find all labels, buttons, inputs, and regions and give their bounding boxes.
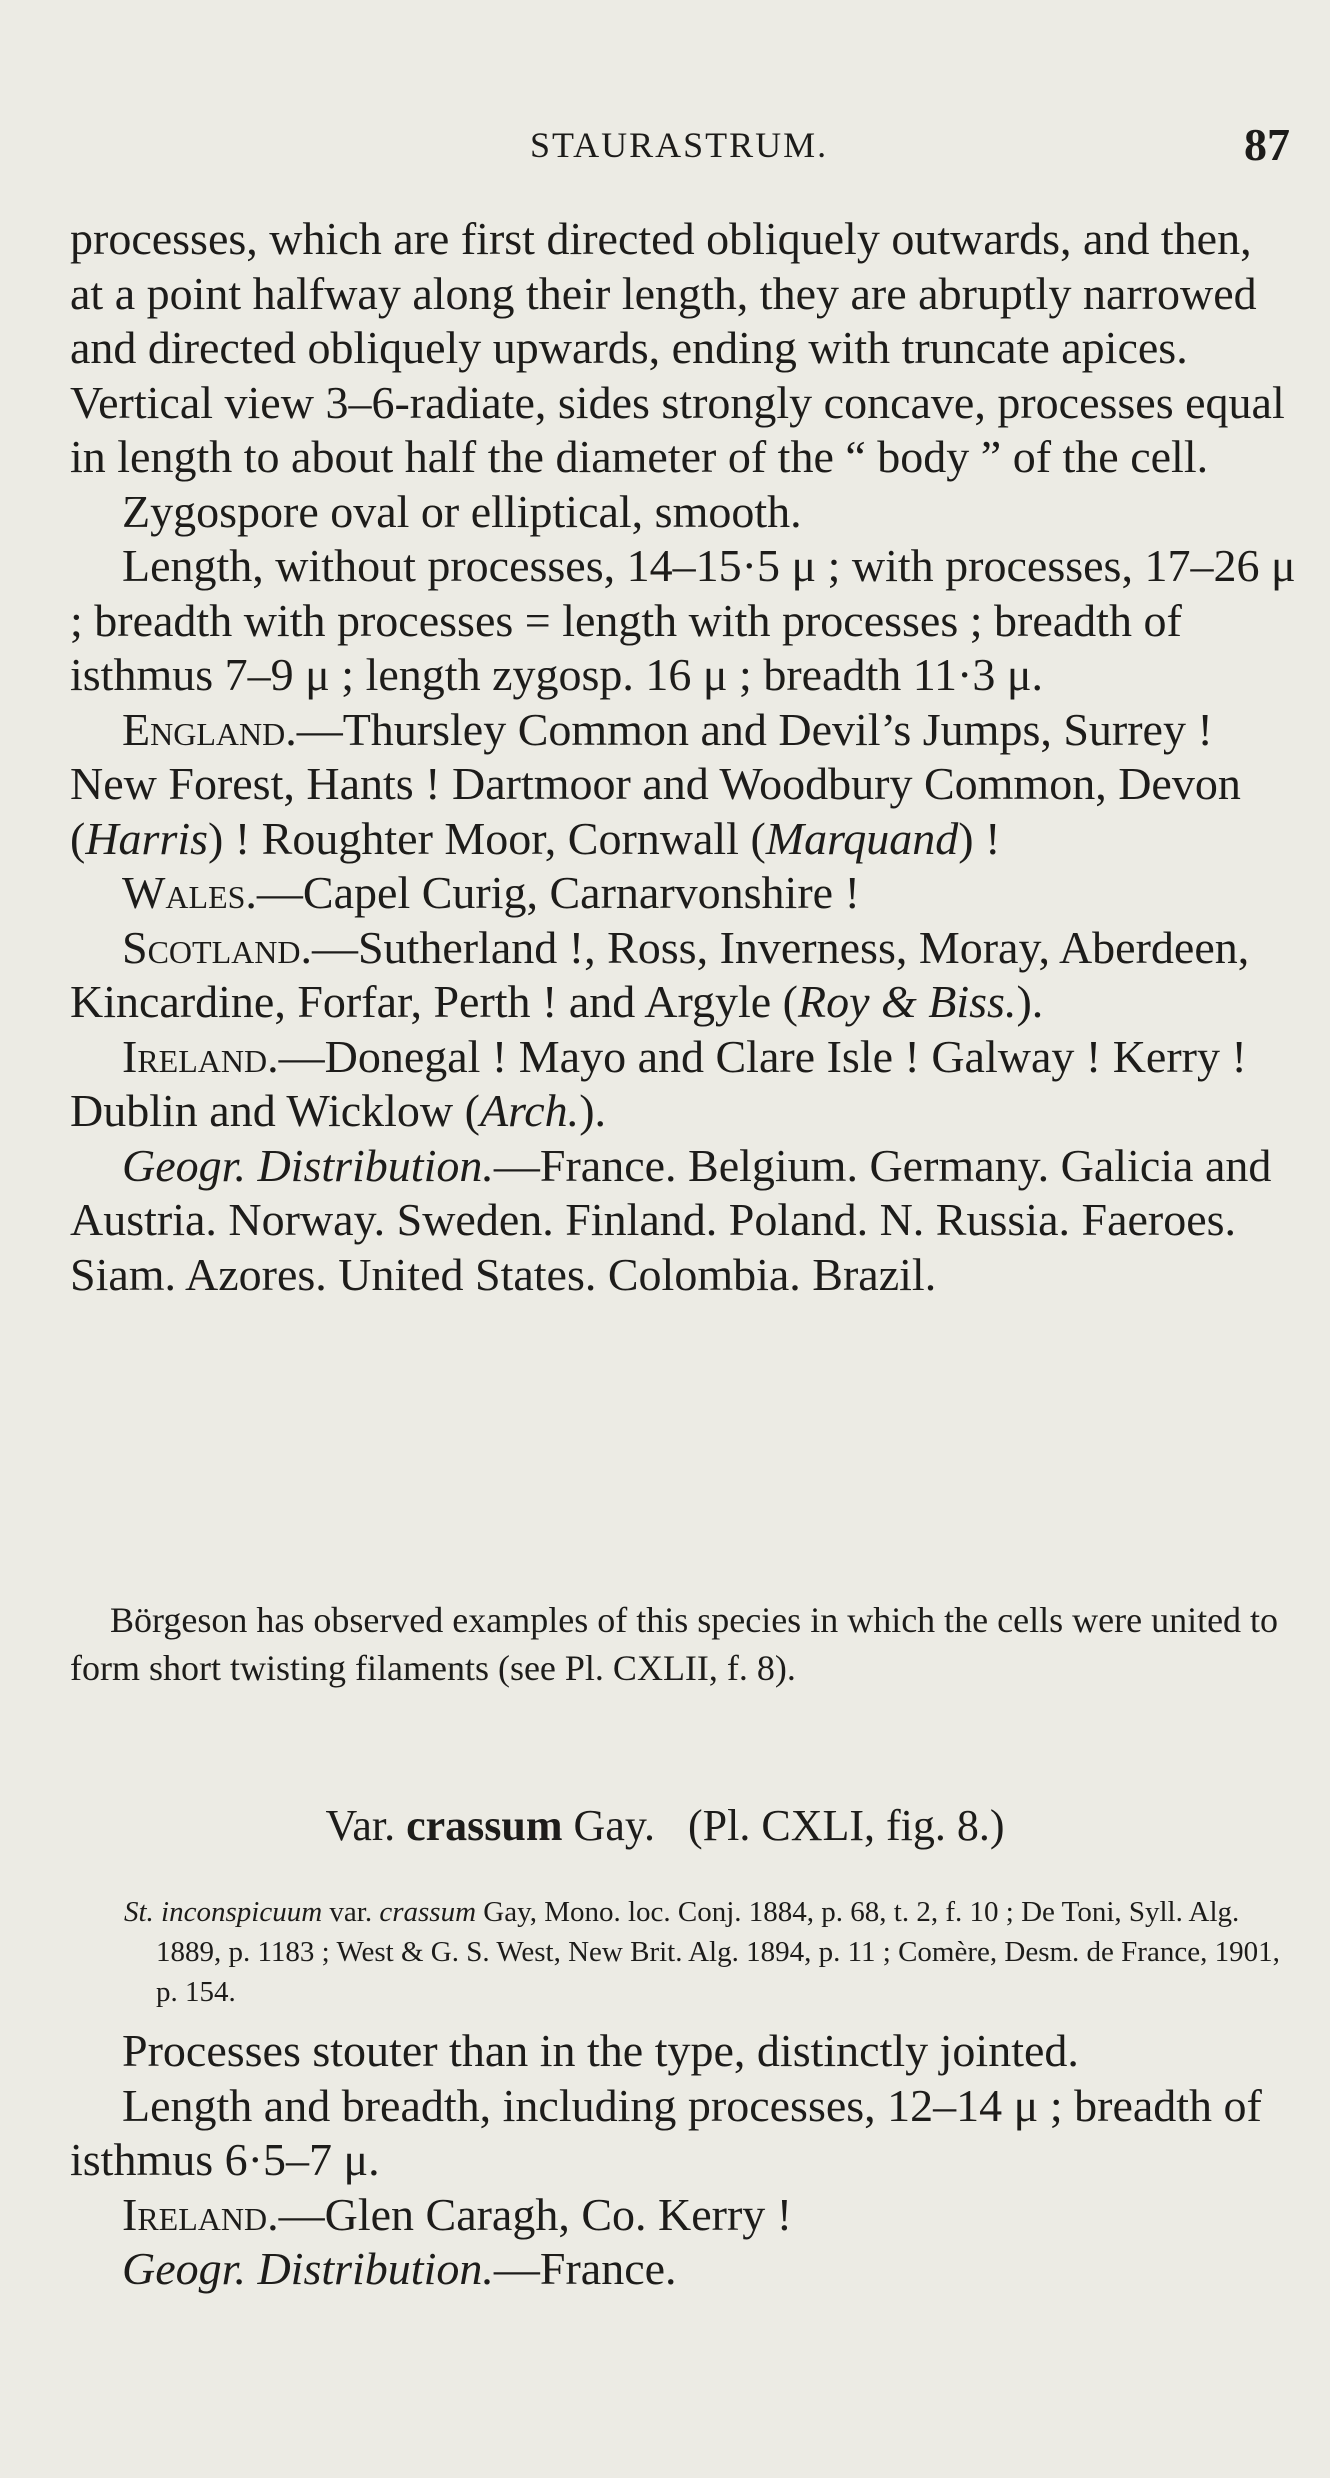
species-description (70, 212, 1296, 1302)
region-label: Wales. (122, 867, 257, 918)
authority: Arch. (479, 1085, 580, 1136)
region-label: Scotland. (122, 921, 312, 973)
synonym-name: St. inconspicuum (124, 1896, 323, 1928)
geographic-distribution: Geogr. Distribution.—France. Belgium. Germany. Galicia and Austria. Norway. Sweden. Finland. Poland. N. Russia. Faeroes. Siam. Azores. United States. Colombia. Brazil. (70, 1139, 1272, 1300)
variety-processes: Processes stouter than in the type, distinctly jointed. (122, 2025, 1079, 2076)
variety-heading: Var. crassum Gay. (Pl. CXLI, fig. 8.) (325, 1801, 1005, 1850)
distribution-label: Geogr. Distribution. (122, 1139, 494, 1191)
authority: Harris (85, 812, 209, 864)
locality-wales: Wales.—Capel Curig, Carnarvonshire ! (122, 867, 860, 918)
authority: Marquand (765, 812, 959, 864)
page-header (0, 118, 1330, 178)
region-label: Ireland. (122, 1030, 279, 1082)
authority: Roy & Biss. (797, 976, 1017, 1027)
description-paragraph: processes, which are first directed obliquely outwards, and then, at a point halfway along their length, they are abruptly narrowed and directed obliquely upwards, ending with truncate apices. Vertical view 3–6-radiate, sides strongly concave, processes equal in length to about half the diameter of the “ body ” of the cell. (70, 213, 1285, 482)
variety-description (70, 2024, 1296, 2297)
region-label: Ireland. (122, 2188, 279, 2240)
variety-name: crassum (406, 1801, 563, 1850)
running-title: STAURASTRUM. (530, 125, 829, 165)
variety-measurements: Length and breadth, including processes, 12–14 μ ; breadth of isthmus 6·5–7 μ. (70, 2079, 1262, 2185)
zygospore-paragraph: Zygospore oval or elliptical, smooth. (122, 485, 802, 537)
measurements-paragraph: Length, without processes, 14–15·5 μ ; with processes, 17–26 μ ; breadth with processes = length with processes ; breadth of isthmus 7–9 μ ; length zygosp. 16 μ ; breadth 11·3 μ. (70, 540, 1296, 700)
page-number: 87 (1244, 119, 1290, 170)
distribution-label: Geogr. Distribution. (122, 2243, 494, 2294)
plate-reference: (Pl. CXLI, fig. 8.) (688, 1801, 1005, 1850)
filament-note: Börgeson has observed examples of this species in which the cells were united to form short twisting filaments (see Pl. CXLII, f. 8). (70, 1600, 1279, 1688)
variety-geographic-distribution: Geogr. Distribution.—France. (122, 2243, 677, 2294)
locality-scotland: Scotland.—Sutherland !, Ross, Inverness, Moray, Aberdeen, Kincardine, Forfar, Perth ! and Argyle (Roy & Biss.). (70, 921, 1250, 1027)
variety-locality-ireland: Ireland.—Glen Caragh, Co. Kerry ! (122, 2188, 793, 2240)
region-label: England. (122, 703, 297, 755)
variety-synonymy: St. inconspicuum var. crassum Gay, Mono. loc. Conj. 1884, p. 68, t. 2, f. 10 ; De Toni, Syll. Alg. 1889, p. 1183 ; West & G. S. West, New Brit. Alg. 1894, p. 11 ; Comère, Desm. de France, 1901, p. 154. (124, 1896, 1280, 2008)
locality-ireland: Ireland.—Donegal ! Mayo and Clare Isle ! Galway ! Kerry ! Dublin and Wicklow (Arch.). (70, 1030, 1247, 1136)
locality-england: England.—Thursley Common and Devil’s Jumps, Surrey ! New Forest, Hants ! Dartmoor and Woodbury Common, Devon (Harris) ! Roughter Moor, Cornwall (Marquand) ! (70, 703, 1241, 864)
